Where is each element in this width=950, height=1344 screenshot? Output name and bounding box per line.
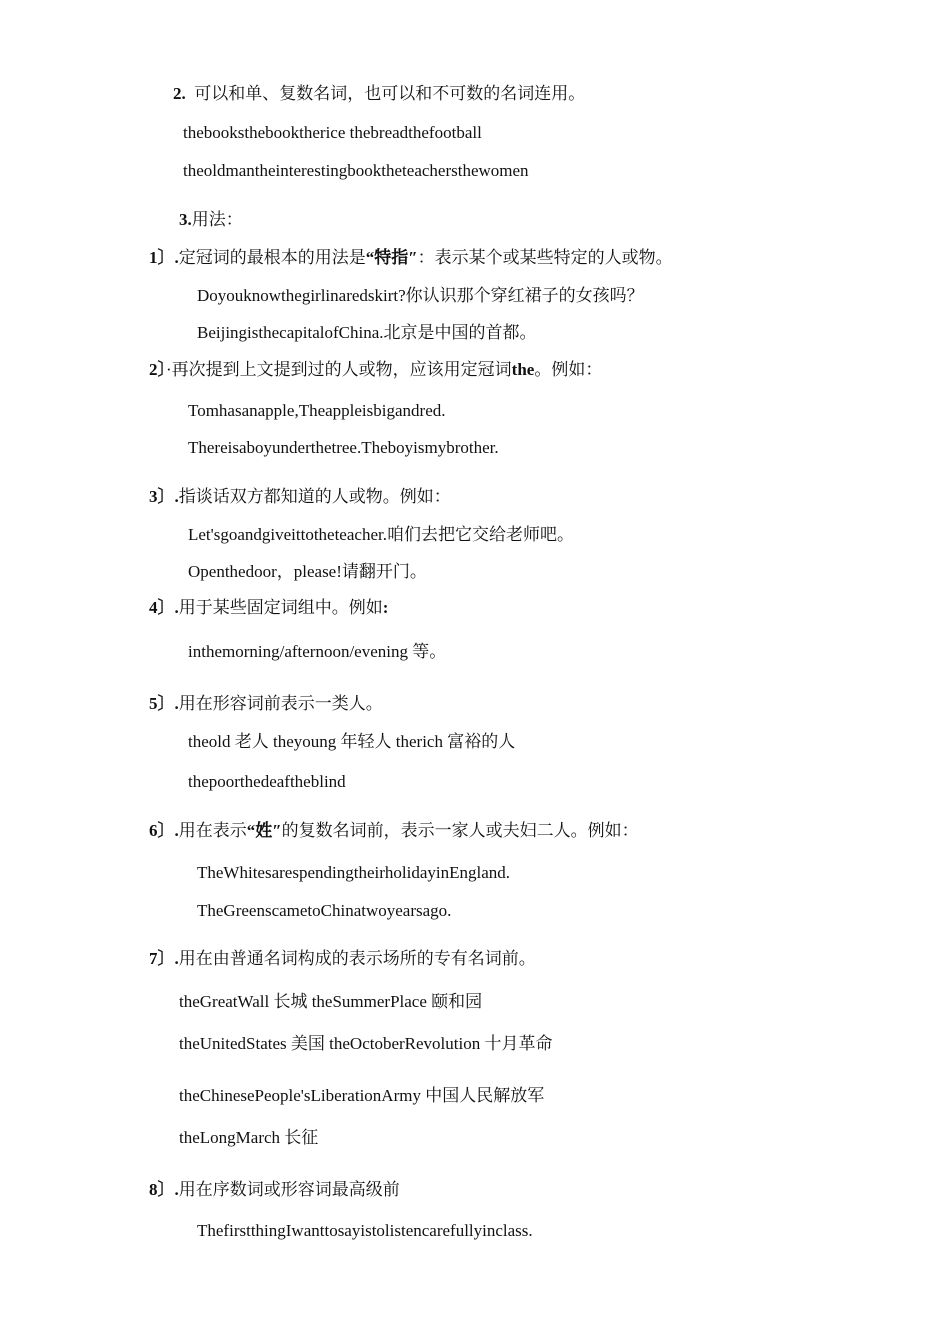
usage-4-number: 4〕.: [149, 598, 179, 617]
usage-1-text-a: 定冠词的最根本的用法是: [178, 248, 366, 267]
usage-1-number: 1〕.: [149, 248, 179, 267]
usage-8-text: 用在序数词或形容词最高级前: [178, 1180, 400, 1199]
usage-2-number: 2〕: [149, 360, 166, 379]
usage-4-colon: :: [382, 598, 389, 617]
usage-6-example-1: TheWhitesarespendingtheirholidayinEngland.: [197, 863, 510, 882]
usage-1-example-2: BeijingisthecapitalofChina.北京是中国的首都。: [197, 323, 537, 342]
point-2-text: 可以和单、复数名词，也可以和不可数的名词连用。: [194, 84, 586, 103]
usage-4-text: 用于某些固定词组中。例如: [178, 598, 383, 617]
usage-7-example-3: theChinesePeople'sLiberationArmy 中国人民解放军: [179, 1086, 545, 1105]
usage-5-heading: [149, 693, 383, 715]
usage-1-quote: “特指″: [365, 248, 418, 267]
usage-6-quote: “姓″: [246, 821, 282, 840]
usage-2-example-1: Tomhasanapple,Theappleisbigandred.: [188, 401, 446, 420]
usage-3-heading: [149, 486, 451, 508]
usage-2-heading: [149, 359, 602, 381]
usage-3-example-1: Let'sgoandgiveittotheteacher.咱们去把它交给老师吧。: [188, 525, 574, 544]
usage-1-text-b: ：表示某个或某些特定的人或物。: [417, 248, 673, 267]
usage-4-example-1: inthemorning/afternoon/evening 等。: [188, 642, 447, 661]
usage-2-text-b: 。例如：: [534, 360, 603, 379]
usage-2-example-2: Thereisaboyunderthetree.Theboyismybrother.: [188, 438, 499, 457]
usage-4-heading: [149, 597, 388, 619]
usage-6-text-a: 用在表示: [178, 821, 247, 840]
usage-5-example-2: thepoorthedeaftheblind: [188, 772, 346, 791]
point-2-number: 2.: [173, 84, 186, 103]
usage-3-text: 指谈话双方都知道的人或物。例如：: [178, 487, 451, 506]
usage-2-the: the: [511, 360, 535, 379]
usage-2-text-a: ·再次提到上文提到过的人或物，应该用定冠词: [166, 360, 512, 379]
usage-6-example-2: TheGreenscametoChinatwoyearsago.: [197, 901, 452, 920]
usage-1-heading: [149, 247, 673, 269]
usage-5-example-1: theold 老人 theyoung 年轻人 therich 富裕的人: [188, 732, 516, 751]
point-3-number: 3.: [179, 210, 192, 229]
usage-1-example-1: Doyouknowthegirlinaredskirt?你认识那个穿红裙子的女孩吗？: [197, 286, 644, 305]
usage-3-example-2: Openthedoor，please!请翻开门。: [188, 562, 427, 581]
point-2-example-1: thebooksthebooktherice thebreadthefootball: [183, 123, 482, 142]
usage-8-heading: [149, 1179, 400, 1201]
usage-7-example-4: theLongMarch 长征: [179, 1128, 319, 1147]
point-2-heading: [173, 83, 585, 105]
usage-5-number: 5〕.: [149, 694, 179, 713]
usage-8-number: 8〕.: [149, 1180, 179, 1199]
usage-8-example-1: ThefirstthingIwanttosayistolistencarefullyinclass.: [197, 1221, 533, 1240]
usage-7-number: 7〕.: [149, 949, 179, 968]
point-2-example-2: theoldmantheinterestingbooktheteachersthewomen: [183, 161, 529, 180]
usage-7-text: 用在由普通名词构成的表示场所的专有名词前。: [178, 949, 536, 968]
usage-6-heading: [149, 820, 639, 842]
usage-7-example-1: theGreatWall 长城 theSummerPlace 颐和园: [179, 992, 483, 1011]
usage-7-heading: [149, 948, 536, 970]
usage-7-example-2: theUnitedStates 美国 theOctoberRevolution 十月革命: [179, 1034, 553, 1053]
point-3-text: 用法：: [191, 210, 243, 229]
usage-6-text-b: 的复数名词前，表示一家人或夫妇二人。例如：: [281, 821, 639, 840]
usage-6-number: 6〕.: [149, 821, 179, 840]
point-3-heading: [179, 209, 243, 231]
usage-5-text: 用在形容词前表示一类人。: [178, 694, 383, 713]
usage-3-number: 3〕.: [149, 487, 179, 506]
